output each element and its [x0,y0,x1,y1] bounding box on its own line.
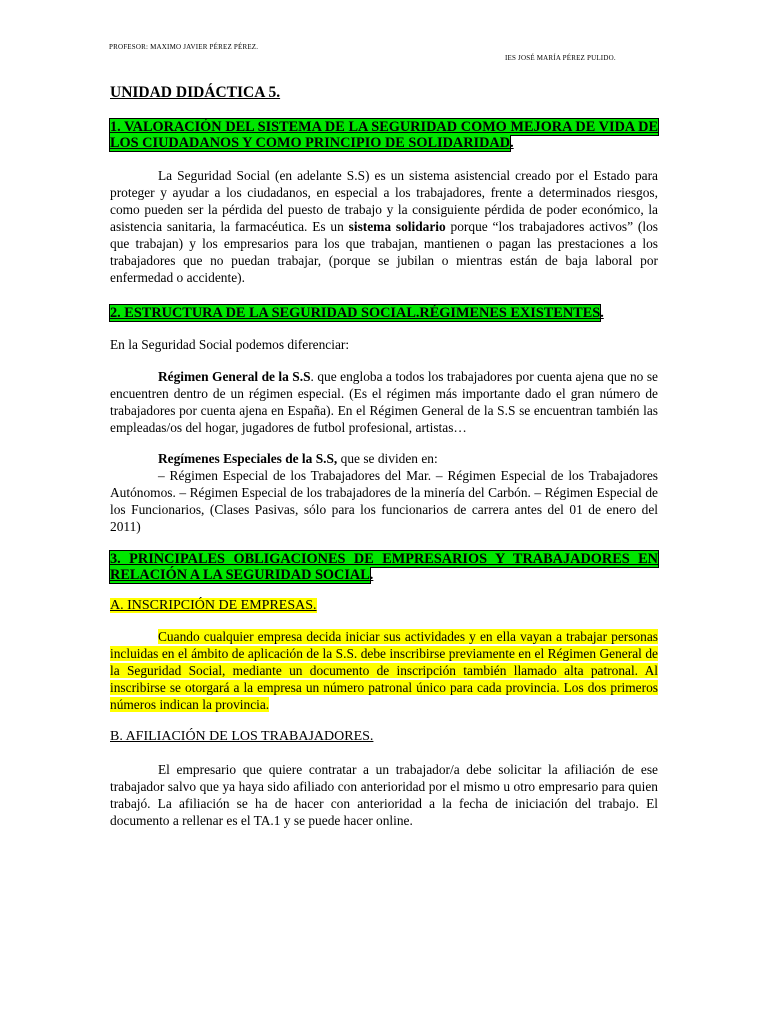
subsection-a-title: A. INSCRIPCIÓN DE EMPRESAS. [110,598,317,613]
section2-intro: En la Seguridad Social podemos diferenciar: [110,337,350,352]
header-school: IES JOSÉ MARÍA PÉREZ PULIDO. [505,54,616,62]
section1-heading [110,119,658,151]
section3-heading [110,551,658,583]
section1-heading-text: 1. VALORACIÓN DEL SISTEMA DE LA SEGURIDAD COMO MEJORA DE VIDA DE LOS CIUDADANOS Y COMO PRINCIPIO DE SOLIDARIDAD [110,119,658,151]
section3-heading-tail: . [369,567,374,583]
section1-text-b: porque “los trabajadores activos” (los que trabajan) y los empresarios para los que trabajan, mantienen o pagan las prestaciones a los trabajadores que no puedan trabajar, (porque se jubilan o mientras están de baja laboral por enfermedad o accidente). [110,219,658,285]
section3-heading-text: 3. PRINCIPALES OBLIGACIONES DE EMPRESARIOS Y TRABAJADORES EN RELACIÓN A LA SEGURIDAD SOCIAL [110,551,658,583]
section2-heading [110,305,658,321]
regimen-general-paragraph [110,368,658,436]
regimenes-especiales-list: – Régimen Especial de los Trabajadores del Mar. – Régimen Especial de los Trabajadores Autónomos. – Régimen Especial de los trabajadores de la minería del Carbón. – Régimen Especial de los Funcionarios, (Clases Pasivas, sólo para los funcionarios de carrera antes del 01 de enero del 2011) [110,468,658,534]
section1-bold: sistema solidario [348,219,446,234]
section1-paragraph [110,167,658,286]
subsection-b-paragraph: El empresario que quiere contratar a un trabajador/a debe solicitar la afiliación de ese trabajador salvo que ya haya sido afiliado con anterioridad por el mismo u otro empresario para quien trabajó. La afiliación se ha de hacer con anterioridad a la fecha de iniciación del trabajo. El documento a rellenar es el TA.1 y se puede hacer online. [110,762,658,828]
section1-text-a: La Seguridad Social (en adelante S.S) es un sistema asistencial creado por el Estado para proteger y ayudar a los ciudadanos, en especial a los trabajadores, frente a determinados riesgos, como pueden ser la pérdida del puesto de trabajo y la consiguiente pérdida de poder económico, la asistencia sanitaria, la farmacéutica. Es un [110,168,658,234]
subsection-a-heading [110,598,658,614]
header-teacher: PROFESOR: MAXIMO JAVIER PÉREZ PÉREZ. [109,43,259,51]
regimen-general-bold: Régimen General de la S.S [158,369,311,384]
regimenes-especiales-intro [158,450,658,467]
regimenes-especiales-bold: Regímenes Especiales de la S.S, [158,451,338,466]
unit-title: UNIDAD DIDÁCTICA 5. [110,84,281,101]
subsection-a-paragraph [110,628,658,713]
regimenes-especiales-text: que se dividen en: [337,451,438,466]
subsection-a-text: Cuando cualquier empresa decida iniciar sus actividades y en ella vayan a trabajar personas incluidas en el ámbito de aplicación de la S.S. debe inscribirse previamente en el Régimen General de la Seguridad Social, mediante un documento de inscripción también llamado alta patronal. Al inscribirse se otorgará a la empresa un número patronal único para cada provincia. Los dos primeros números indican la provincia. [110,629,658,712]
section1-heading-tail: . [510,135,514,151]
subsection-b-heading: B. AFILIACIÓN DE LOS TRABAJADORES. [110,729,374,744]
section2-heading-tail: . [600,305,604,321]
document-body [110,84,658,829]
regimen-general-text: . que engloba a todos los trabajadores por cuenta ajena que no se encuentren dentro de un régimen especial. (Es el régimen más importante dado el gran número de trabajadores por cuenta ajena en España). En el Régimen General de la S.S se encuentran también las empleadas/os del hogar, jugadores de futbol profesional, artistas… [110,369,658,435]
section2-heading-text: 2. ESTRUCTURA DE LA SEGURIDAD SOCIAL.RÉGIMENES EXISTENTES [110,305,601,321]
